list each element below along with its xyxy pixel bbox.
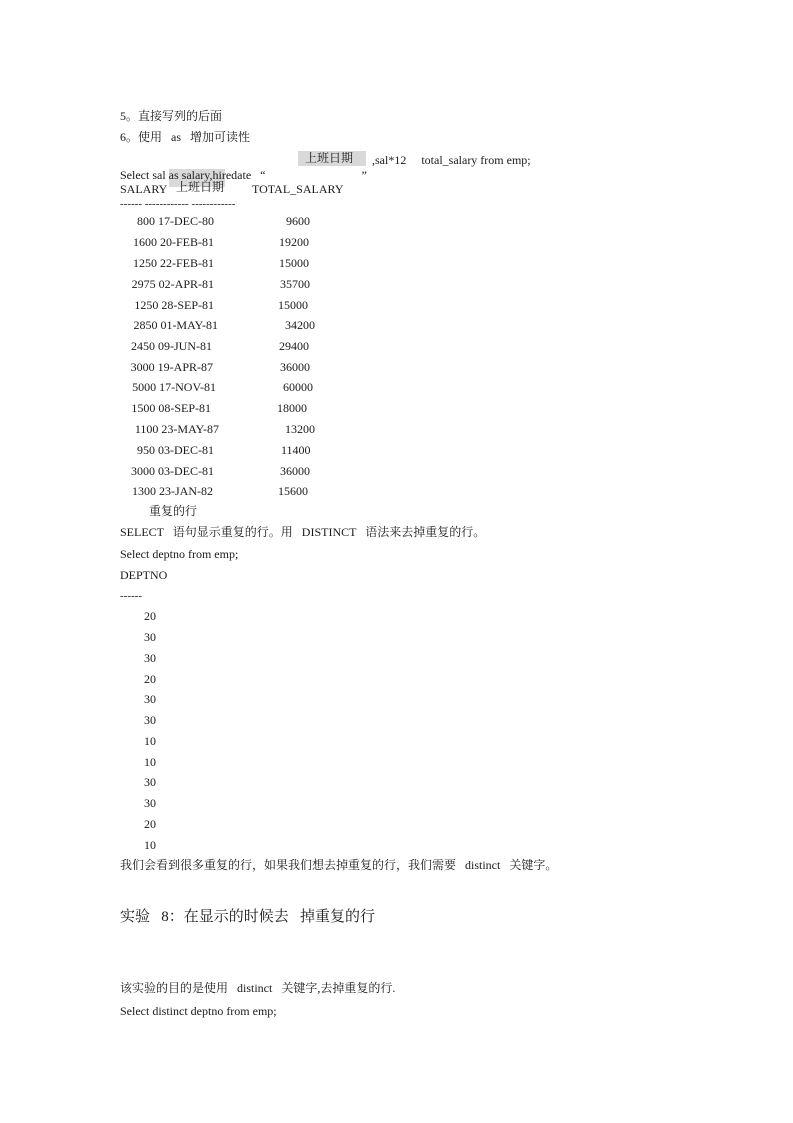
table-row-cell: 13200 — [285, 422, 315, 436]
alias-label: 上班日期 — [305, 151, 354, 165]
table-row-cell: 2850 01-MAY-81 — [133, 318, 218, 332]
select-deptno-sql: Select deptno from emp; — [120, 547, 239, 561]
deptno-value: 20 — [144, 817, 156, 831]
table-row-cell: 29400 — [279, 339, 309, 353]
col-total-header: TOTAL_SALARY — [252, 182, 344, 196]
table-row-cell: 18000 — [277, 401, 307, 415]
deptno-value: 30 — [144, 713, 156, 727]
table-row-cell: 1250 22-FEB-81 — [133, 256, 214, 270]
table-row-cell: 1250 28-SEP-81 — [134, 298, 214, 312]
table-row-cell: 15600 — [278, 484, 308, 498]
table-row-cell: 2975 02-APR-81 — [131, 277, 214, 291]
deptno-value: 20 — [144, 672, 156, 686]
table-row-cell: 15000 — [278, 298, 308, 312]
select-distinct-sql: Select distinct deptno from emp; — [120, 1004, 277, 1018]
table-row-cell: 1600 20-FEB-81 — [133, 235, 214, 249]
sql-tail: ,sal*12 total_salary from emp; — [372, 153, 531, 167]
table-row-cell: 1500 08-SEP-81 — [131, 401, 211, 415]
deptno-value: 30 — [144, 775, 156, 789]
table-row-cell: 11400 — [281, 443, 311, 457]
select-description: SELECT 语句显示重复的行。用 DISTINCT 语法来去掉重复的行。 — [120, 525, 486, 539]
table-row-cell: 35700 — [280, 277, 310, 291]
table-row-cell: 950 03-DEC-81 — [137, 443, 214, 457]
col-salary-header: SALARY — [120, 182, 168, 196]
col-hiredate-header: 上班日期 — [176, 180, 225, 194]
table-row-cell: 9600 — [286, 214, 310, 228]
table-row-cell: 36000 — [280, 360, 310, 374]
table-row-cell: 1300 23-JAN-82 — [132, 484, 213, 498]
table-row-cell: 3000 19-APR-87 — [130, 360, 213, 374]
table-row-cell: 34200 — [285, 318, 315, 332]
deptno-value: 30 — [144, 651, 156, 665]
deptno-value: 10 — [144, 734, 156, 748]
table-row-cell: 5000 17-NOV-81 — [132, 380, 216, 394]
purpose-text: 该实验的目的是使用 distinct 关键字,去掉重复的行. — [120, 981, 396, 995]
deptno-value: 30 — [144, 630, 156, 644]
deptno-header: DEPTNO — [120, 568, 168, 582]
summary-text: 我们会看到很多重复的行，如果我们想去掉重复的行，我们需要 distinct 关键字。 — [120, 858, 558, 872]
deptno-value: 10 — [144, 838, 156, 852]
deptno-divider: ------ — [120, 590, 142, 602]
deptno-value: 30 — [144, 692, 156, 706]
table-row-cell: 19200 — [279, 235, 309, 249]
section-heading: 实验 8：在显示的时候去 掉重复的行 — [120, 909, 376, 925]
repeat-label: 重复的行 — [149, 504, 198, 518]
result-divider: ------ ------------ ------------ — [120, 198, 236, 210]
table-row-cell: 60000 — [283, 380, 313, 394]
table-row-cell: 1100 23-MAY-87 — [134, 422, 219, 436]
item-5-line: 5。直接写列的后面 — [120, 109, 223, 123]
deptno-value: 10 — [144, 755, 156, 769]
deptno-value: 20 — [144, 609, 156, 623]
deptno-value: 30 — [144, 796, 156, 810]
table-row-cell: 36000 — [280, 464, 310, 478]
item-6-line: 6。使用 as 增加可读性 — [120, 130, 250, 144]
table-row-cell: 15000 — [279, 256, 309, 270]
table-row-cell: 2450 09-JUN-81 — [131, 339, 212, 353]
table-row-cell: 800 17-DEC-80 — [137, 214, 214, 228]
table-row-cell: 3000 03-DEC-81 — [131, 464, 214, 478]
sql-main: Select sal as salary,hiredate “ ” — [120, 168, 367, 182]
